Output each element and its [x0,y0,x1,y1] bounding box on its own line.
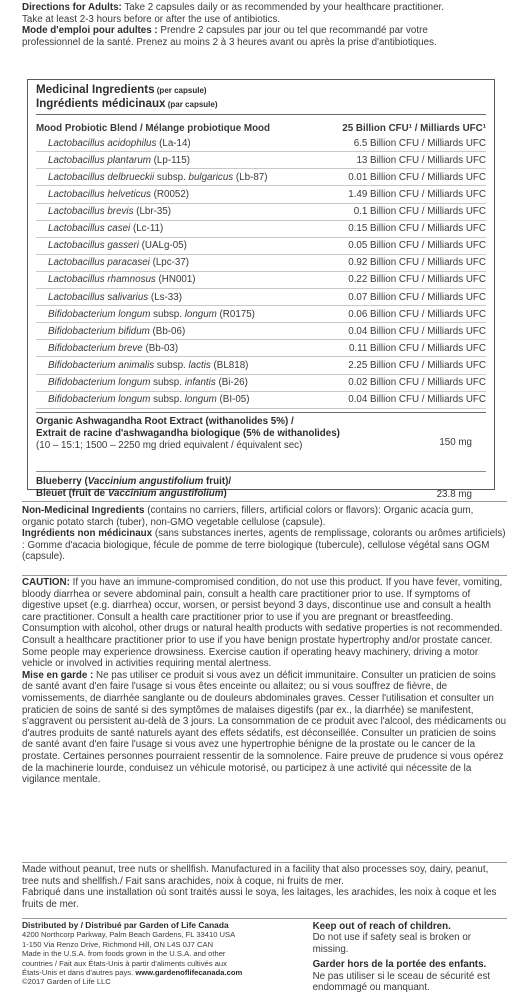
strain-name: Lactobacillus salivarius (Ls-33) [48,291,182,303]
address-canada: 1-150 Via Renzo Drive, Richmond Hill, ON L4S 0J7 CAN [22,939,214,949]
blueberry-line2: Bleuet (fruit de Vaccinium angustifolium) [36,487,227,499]
strain-row [36,375,486,392]
divider-allergen [22,862,507,863]
strain-row [36,221,486,238]
strain-name: Bifidobacterium longum subsp. longum (R0175) [48,308,255,320]
strain-value: 0.04 Billion CFU / Milliards UFC [348,325,486,337]
strain-name: Bifidobacterium longum subsp. infantis (Bi-26) [48,377,248,389]
divider-caution [22,575,507,576]
distributor-label: Distributed by / Distribué par Garden of Life Canada [22,920,229,930]
strain-value: 0.07 Billion CFU / Milliards UFC [348,291,486,303]
strain-value: 0.06 Billion CFU / Milliards UFC [348,308,486,320]
strain-row [36,357,486,374]
directions-fr-label: Mode d'emploi pour adultes : [22,25,158,37]
directions-section [22,2,507,48]
strain-value: 0.05 Billion CFU / Milliards UFC [348,240,486,252]
strain-value: 0.1 Billion CFU / Milliards UFC [353,206,486,218]
strain-value: 0.11 Billion CFU / Milliards UFC [348,342,486,354]
strain-value: 0.04 Billion CFU / Milliards UFC [348,394,486,406]
strain-name: Bifidobacterium longum subsp. longum (BI-05) [48,394,250,406]
non-medicinal-fr: Ingrédients non médicinaux (sans substances inertes, agents de remplissage, colorants ou arômes artificiels) : Gomme d'acacia biologique, fécule de pomme de terre biologique (tubercule), cellulose végétal sans OGM (capsule). [22,528,506,563]
website-link[interactable]: www.gardenoflifecanada.com [133,968,243,978]
garder-text: Ne pas utiliser si le sceau de sécurité est endommagé ou manquant. [312,970,491,994]
blend-value: 25 Billion CFU¹ / Milliards UFC¹ [342,123,486,135]
strain-row [36,392,486,409]
strain-name: Lactobacillus delbrueckii subsp. bulgaricus (Lb-87) [48,171,268,183]
caution-fr: Mise en garde : Ne pas utiliser ce produit si vous avez un déficit immunitaire. Consulter un praticien de soins de santé avant d'en faire l'usage si vous êtes enceinte ou allaitez; ou si vous souffrez de fièvre, de vomissements, de diarrhée sanglante ou de douleurs abdominales graves. Cesser l'utilisation et consulter un praticien de soins de santé si des symptômes de malaises digestifs (par ex., la diarrhée) se manifestent, s'aggravent ou persistent au-delà de 3 jours. La consommation de ce produit avec l'alcool, des médicaments ou d'autres produits de santé naturels ayant des effets sédatifs, est déconseillée. Consulter un praticien de soins de santé avant d'en faire l'usage si vous avez une hypertrophie bénigne de la prostate ou le cancer de la prostate. Certaines personnes pourraient ressentir de la somnolence. Faire preuve de prudence si vous opérez de la machinerie lourde, conduisez un véhicule motorisé, ou participez à une activité qui nécessite de la vigilance mentale. [22,669,507,786]
strain-name: Lactobacillus rhamnosus (HN001) [48,274,196,286]
directions-en-line2: Take at least 2-3 hours before or after the use of antibiotics. [22,13,281,25]
made-line3: États-Unis et dans d'autres pays. www.gardenoflifecanada.com [22,968,243,978]
non-medicinal-en: Non-Medicinal Ingredients (contains no carriers, fillers, artificial colors or flavors): Organic acacia gum, organic potato starch (tuber), non-GMO vegetable cellulose (capsule). [22,505,474,528]
strain-row [36,289,486,306]
directions-fr: Mode d'emploi pour adultes : Prendre 2 capsules par jour ou tel que recommandé par votre [22,25,428,37]
strain-name: Bifidobacterium breve (Bb-03) [48,342,179,354]
ashwagandha-line3: (10 – 15:1; 1500 – 2250 mg dried equivalent / équivalent sec) [36,440,303,452]
strain-row [36,152,486,169]
strain-name: Lactobacillus brevis (Lbr-35) [48,206,172,218]
strain-name: Lactobacillus plantarum (Lp-115) [48,154,190,166]
address-usa: 4200 Northcorp Parkway, Palm Beach Gardens, FL 33410 USA [22,930,236,940]
strain-row [36,135,486,152]
strain-name: Lactobacillus helveticus (R0052) [48,189,190,201]
ashwagandha-line2: Extrait de racine d'ashwagandha biologique (5% de withanolides) [36,427,340,439]
strain-row [36,238,486,255]
strain-row [36,255,486,272]
strain-row [36,204,486,221]
strain-list [36,135,486,409]
strain-row [36,169,486,186]
safety-block [313,921,507,993]
strain-name: Lactobacillus casei (Lc-11) [48,223,164,235]
directions-en: Directions for Adults: Take 2 capsules daily or as recommended by your healthcare practitioner. [22,2,444,13]
strain-value: 0.01 Billion CFU / Milliards UFC [348,171,486,183]
blueberry-dose: 23.8 mg [436,488,472,500]
strain-name: Lactobacillus paracasei (Lpc-37) [48,257,190,269]
strain-value: 13 Billion CFU / Milliards UFC [356,154,486,166]
strain-value: 0.02 Billion CFU / Milliards UFC [348,377,486,389]
keep-out-label: Keep out of reach of children. [312,921,451,932]
ashwagandha-line1: Organic Ashwagandha Root Extract (withanolides 5%) / [36,415,294,427]
strain-row [36,340,486,357]
medicinal-title-en: Medicinal Ingredients (per capsule) [36,83,207,96]
blueberry-line1: Blueberry (Vaccinium angustifolium fruit)/ [36,475,232,487]
copyright: ©2017 Garden of Life LLC [22,977,111,987]
strain-value: 0.22 Billion CFU / Milliards UFC [348,274,486,286]
allergen-fr: Fabriqué dans une installation où sont traités aussi le soya, les laitages, les arachides, les noix à coque et les fruits de mer. [22,887,497,910]
strain-row [36,272,486,289]
strain-value: 1.49 Billion CFU / Milliards UFC [348,189,486,201]
strain-value: 0.15 Billion CFU / Milliards UFC [348,223,486,235]
caution-section [22,577,507,786]
divider-footer [22,918,507,919]
strain-row [36,186,486,203]
medicinal-title-fr: Ingrédients médicinaux (par capsule) [36,96,218,110]
directions-fr-line2: professionnel de la santé. Prenez au moins 2 à 3 heures avant ou après la prise d'antibiotiques. [22,36,437,48]
allergen-section [22,864,507,910]
footer [22,921,507,993]
medicinal-ingredients-box [27,79,495,500]
strain-row [36,323,486,340]
garder-label: Garder hors de la portée des enfants. [312,959,487,971]
strain-value: 2.25 Billion CFU / Milliards UFC [348,359,486,371]
strain-name: Lactobacillus acidophilus (La-14) [48,137,191,149]
strain-row [36,306,486,323]
strain-name: Lactobacillus gasseri (UALg-05) [48,240,187,252]
strain-value: 6.5 Billion CFU / Milliards UFC [353,137,486,149]
ashwagandha-dose: 150 mg [439,436,472,448]
allergen-en: Made without peanut, tree nuts or shellfish. Manufactured in a facility that also processes soy, dairy, peanut, tree nuts and shellfish./ Fait sans arachides, noix à coque, ni fruits de mer. [22,864,489,887]
caution-en: CAUTION: If you have an immune-compromised condition, do not use this product. If you have fever, vomiting, bloody diarrhea or severe abdominal pain, consult a health care practitioner prior to use. If symptoms of digestive upset (e.g. diarrhea) occur, worsen, or persist beyond 3 days, discontinue use and consult a health care practitioner. Consult a health care practitioner prior to use if you are pregnant or breastfeeding. Consumption with alcohol, other drugs or natural health products with sedative properties is not recommended. Consult a healthcare practitioner prior to use if you have benign prostate hypertrophy and/or prostate cancer. Some people may experience drowsiness. Exercise caution if operating heavy machinery, driving a motor vehicle or involved in activities requiring mental alertness. [22,577,503,670]
blend-header [36,122,486,135]
distributor-block: Distributed by / Distribué par Garden of Life Canada 4200 Northcorp Parkway, Palm Beach Gardens, FL 33410 USA 1-150 Via Renzo Drive, Richmond Hill, ON L4S 0J7 CAN Made in the U.S.A. from foods grown in the U.S.A. and other countries / Fait aux États-Unis à partir d'aliments cultivés aux États-Unis et dans d'autres pays. www.gardenoflifecanada.com ©2017 Garden of Life LLC [22,921,283,993]
blueberry-section [36,471,486,500]
divider-top [22,501,507,502]
strain-name: Bifidobacterium animalis subsp. lactis (BL818) [48,359,249,371]
blend-section [36,114,486,409]
blend-name: Mood Probiotic Blend / Mélange probiotique Mood [36,123,271,135]
directions-en-label: Directions for Adults: [22,2,122,13]
strain-name: Bifidobacterium bifidum (Bb-06) [48,325,186,337]
strain-value: 0.92 Billion CFU / Milliards UFC [348,257,486,269]
non-medicinal-section [22,505,507,563]
ashwagandha-section [36,412,486,468]
keep-out-text: Do not use if safety seal is broken or missing. [312,932,472,955]
